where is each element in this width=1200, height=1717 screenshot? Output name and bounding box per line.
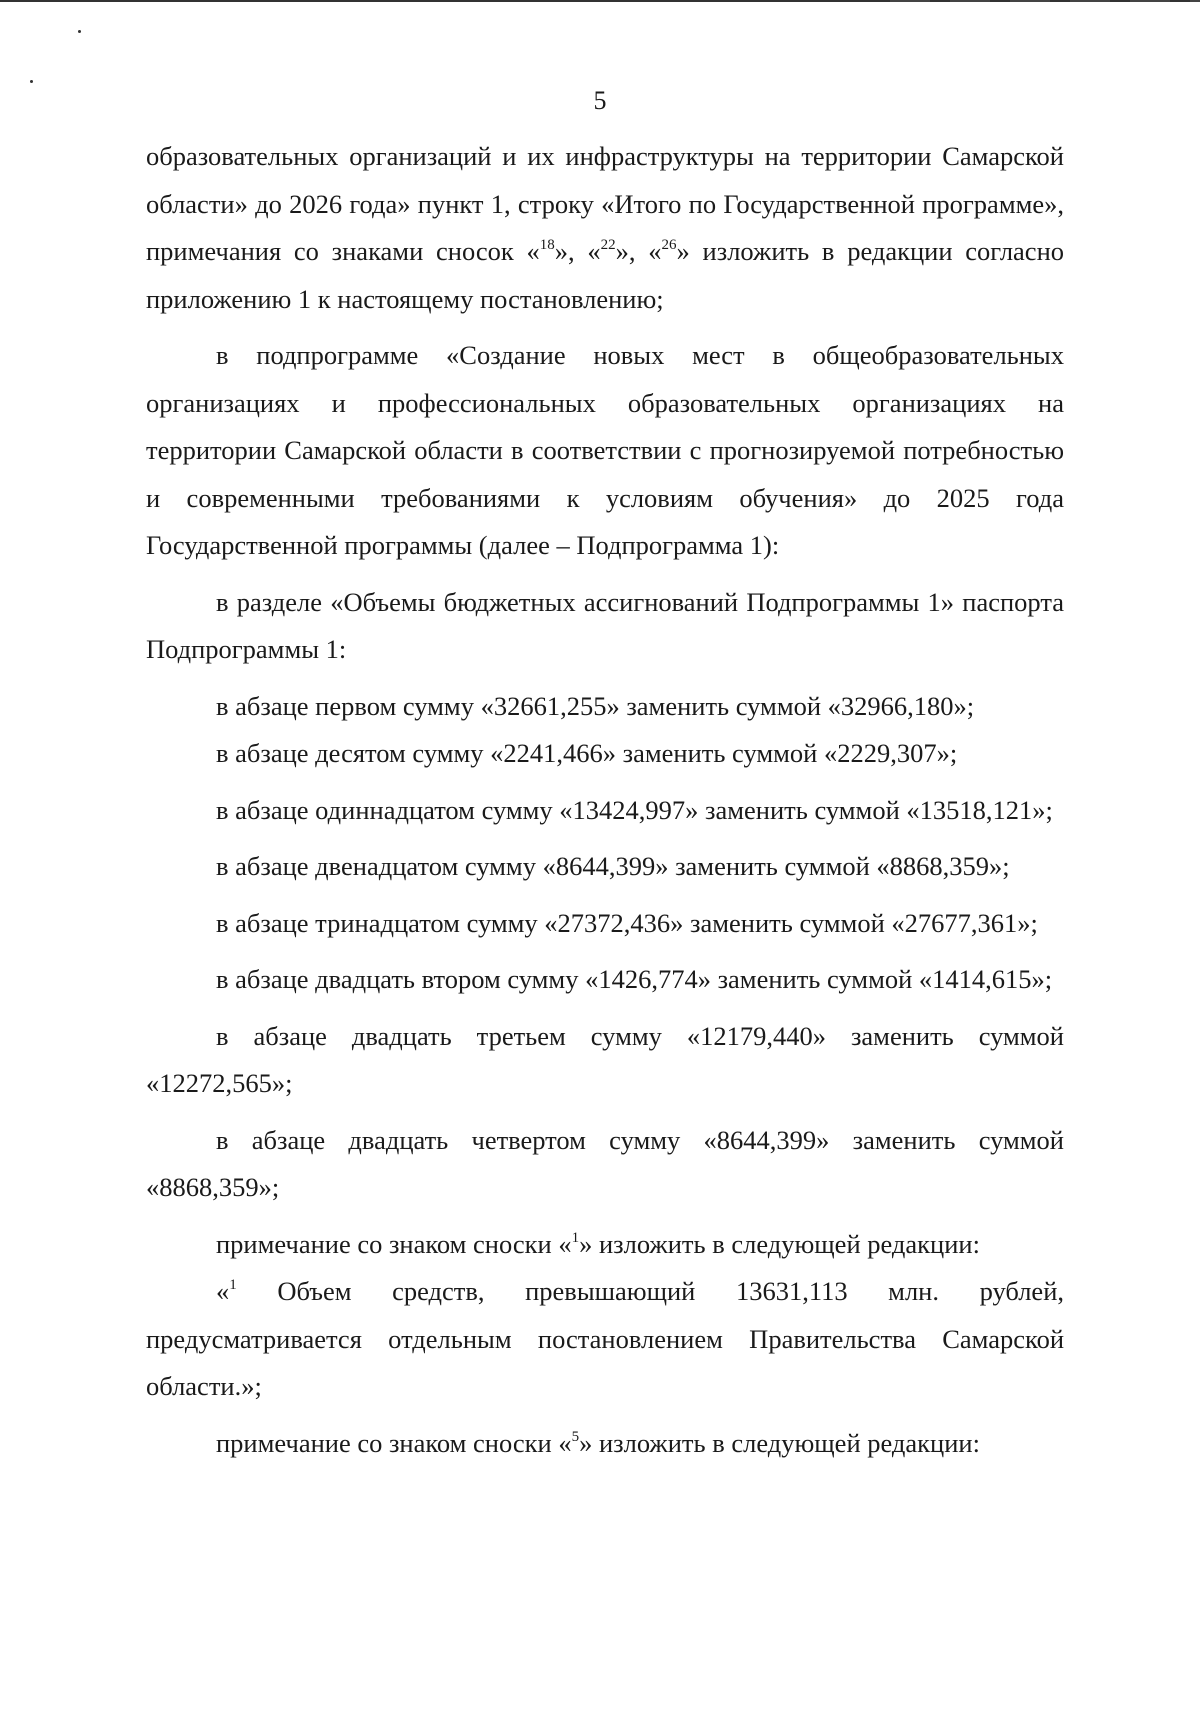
paragraph-budget-section: в разделе «Объемы бюджетных ассигнований Подпрограммы 1» паспорта Подпрограммы 1: (146, 586, 1064, 664)
scan-speck (78, 30, 81, 33)
paragraph-footnote-1-intro: примечание со знаком сноски «$^1$» изложить в следующей редакции: (216, 1228, 980, 1259)
footnote-mark: 22 (600, 237, 616, 253)
scan-top-edge-dashes (890, 0, 1200, 2)
paragraph-footnote-5-intro: примечание со знаком сноски «$^5$» изложить в следующей редакции: (216, 1427, 980, 1458)
paragraph-footnote-1-text: «$^1$ Объем средств, превышающий 13631,113 млн. рублей, предусматривается отдельным постановлением Правительства Самарской области.»; (146, 1276, 1064, 1401)
paragraph-amendment-twenty-third: в абзаце двадцать третьем сумму «12179,440» заменить суммой «12272,565»; (146, 1020, 1064, 1098)
paragraph-amendment-twelfth: в абзаце двенадцатом сумму «8644,399» заменить суммой «8868,359»; (216, 851, 1010, 881)
paragraph-amendment-twenty-second: в абзаце двадцать втором сумму «1426,774» заменить суммой «1414,615»; (216, 964, 1053, 994)
paragraph-amendment-thirteenth: в абзаце тринадцатом сумму «27372,436» заменить суммой «27677,361»; (216, 907, 1038, 938)
document-body (146, 133, 1064, 1467)
paragraph-amendment-twenty-fourth: в абзаце двадцать четвертом сумму «8644,399» заменить суммой «8868,359»; (146, 1124, 1064, 1202)
paragraph-program-items: образовательных организаций и их инфраструктуры на территории Самарской области» до 2026 года» пункт 1, строку «Итого по Государственной программе», примечания со знаками сносок «$^{18}$», «$^{22}$», «$^{26}$» изложить в редакции согласно приложению 1 к настоящему постановлению; (146, 141, 1065, 314)
paragraph-amendment-eleventh: в абзаце одиннадцатом сумму «13424,997» заменить суммой «13518,121»; (216, 794, 1053, 825)
page-number: 5 (593, 86, 607, 115)
footnote-mark: 5 (571, 1428, 580, 1445)
footnote-mark: 1 (229, 1277, 237, 1293)
footnote-mark: 18 (539, 237, 555, 253)
footnote-mark: 1 (571, 1229, 580, 1246)
paragraph-subprogram-intro: в подпрограмме «Создание новых мест в общеобразовательных организациях и профессиональных образовательных организациях на территории Самарской области в соответствии с прогнозируемой потребностью и современными требованиями к условиям обучения» до 2025 года Государственной программы (далее – Подпрограмма 1): (146, 340, 1064, 560)
paragraph-amendment-tenth: в абзаце десятом сумму «2241,466» заменить суммой «2229,307»; (216, 738, 958, 768)
paragraph-amendment-first: в абзаце первом сумму «32661,255» заменить суммой «32966,180»; (216, 690, 975, 721)
footnote-mark: 26 (661, 237, 677, 253)
scan-speck (30, 80, 33, 83)
